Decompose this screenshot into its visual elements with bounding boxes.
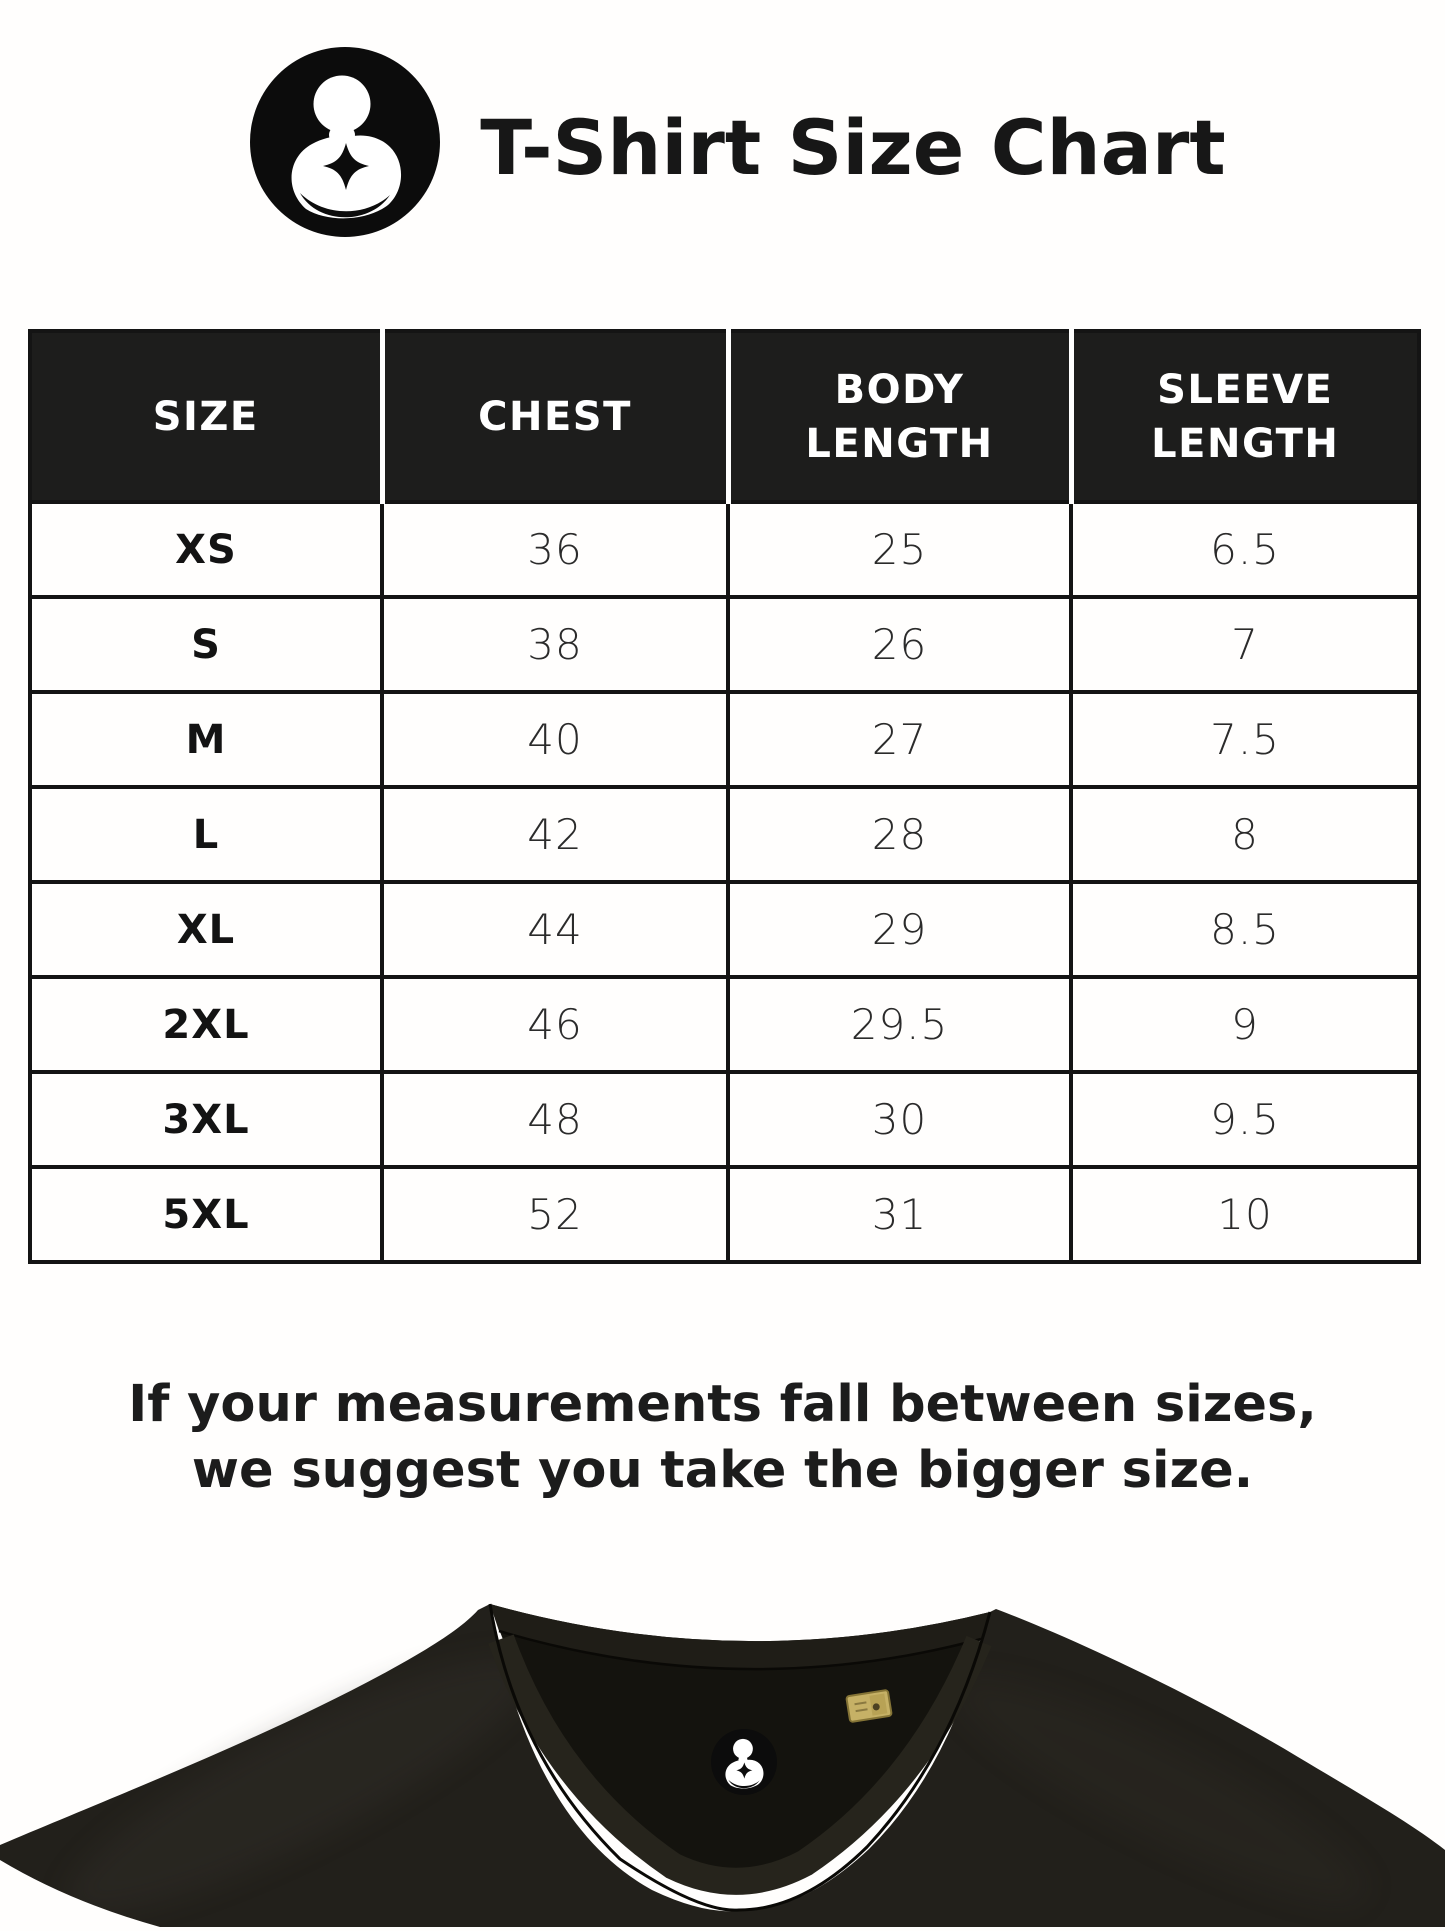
- table-header-row: [30, 331, 1419, 502]
- size-cell: XL: [30, 882, 382, 977]
- care-tag: [846, 1690, 892, 1722]
- value-cell: 30: [728, 1072, 1071, 1167]
- value-cell: 44: [382, 882, 728, 977]
- note-line-1: If your measurements fall between sizes,: [128, 1375, 1317, 1434]
- value-cell: 36: [382, 502, 728, 597]
- value-cell: 46: [382, 977, 728, 1072]
- size-table: [28, 329, 1421, 1264]
- brand-logo-icon: [250, 47, 440, 237]
- value-cell: 9: [1071, 977, 1419, 1072]
- table-row: [30, 787, 1419, 882]
- table-row: [30, 597, 1419, 692]
- value-cell: 10: [1071, 1167, 1419, 1262]
- column-header-chest: CHEST: [382, 331, 728, 502]
- size-cell: 2XL: [30, 977, 382, 1072]
- value-cell: 52: [382, 1167, 728, 1262]
- note-line-2: we suggest you take the bigger size.: [191, 1441, 1254, 1500]
- value-cell: 7.5: [1071, 692, 1419, 787]
- table-row: [30, 977, 1419, 1072]
- size-cell: L: [30, 787, 382, 882]
- value-cell: 28: [728, 787, 1071, 882]
- value-cell: 40: [382, 692, 728, 787]
- size-cell: S: [30, 597, 382, 692]
- value-cell: 38: [382, 597, 728, 692]
- value-cell: 27: [728, 692, 1071, 787]
- shirt-photo: [0, 1540, 1445, 1927]
- column-header-sleeve-length: SLEEVE LENGTH: [1071, 331, 1419, 502]
- value-cell: 6.5: [1071, 502, 1419, 597]
- table-row: [30, 1167, 1419, 1262]
- size-cell: XS: [30, 502, 382, 597]
- page-title: T-Shirt Size Chart: [480, 103, 1226, 192]
- table-row: [30, 692, 1419, 787]
- column-header-body-length: BODY LENGTH: [728, 331, 1071, 502]
- value-cell: 31: [728, 1167, 1071, 1262]
- table-row: [30, 882, 1419, 977]
- value-cell: 29.5: [728, 977, 1071, 1072]
- size-cell: M: [30, 692, 382, 787]
- size-cell: 5XL: [30, 1167, 382, 1262]
- size-note: [0, 1372, 1445, 1504]
- table-row: [30, 1072, 1419, 1167]
- column-header-size: SIZE: [30, 331, 382, 502]
- value-cell: 8: [1071, 787, 1419, 882]
- collar-label-logo-icon: [711, 1729, 777, 1795]
- value-cell: 8.5: [1071, 882, 1419, 977]
- value-cell: 48: [382, 1072, 728, 1167]
- value-cell: 29: [728, 882, 1071, 977]
- value-cell: 26: [728, 597, 1071, 692]
- value-cell: 9.5: [1071, 1072, 1419, 1167]
- value-cell: 42: [382, 787, 728, 882]
- value-cell: 7: [1071, 597, 1419, 692]
- size-cell: 3XL: [30, 1072, 382, 1167]
- size-table-body: [30, 502, 1419, 1262]
- table-row: [30, 502, 1419, 597]
- value-cell: 25: [728, 502, 1071, 597]
